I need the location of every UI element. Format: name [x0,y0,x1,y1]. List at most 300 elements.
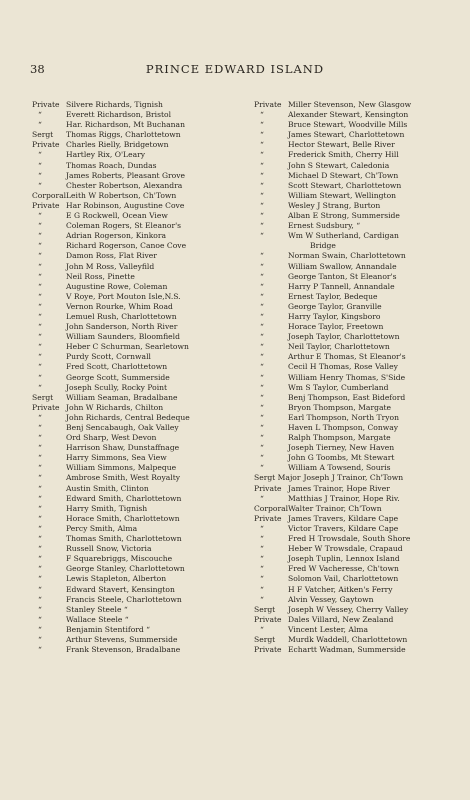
entry-rank: Private [32,100,60,109]
roster-entry [254,423,450,433]
roster-entry [254,615,450,625]
entry-name: John W Richards, Chilton [66,402,164,412]
entry-rank: “ [260,574,264,584]
entry-name: Damon Ross, Flat River [66,251,157,261]
entry-name: Horace Taylor, Freetown [288,322,384,332]
roster-entry [32,100,232,110]
entry-rank: “ [260,382,264,392]
entry-name: Joseph Tierney, New Haven [288,443,395,453]
entry-rank: “ [260,211,264,221]
entry-name: Solomon Vail, Charlottetown [288,574,399,584]
roster-entry [32,262,232,272]
entry-name: John Sanderson, North River [66,322,178,332]
roster-entry [254,463,450,473]
entry-rank: “ [260,322,264,332]
entry-name: William Stewart, Wellington [288,190,397,200]
entry-rank: Sergt [32,130,54,140]
entry-rank: “ [260,150,264,160]
entry-rank: Private [254,614,282,624]
entry-name: Lemuel Rush, Charlottetown [66,311,177,321]
entry-rank: “ [38,544,42,554]
roster-entry [32,635,232,645]
entry-rank: “ [38,170,42,180]
entry-name: Bryon Thompson, Margate [288,402,392,412]
entry-rank: Private [254,513,282,523]
entry-name: Fred Scott, Charlottetown [66,362,168,372]
entry-name: Percy Smith, Alma [66,523,138,533]
entry-name: Joseph J Trainor, Ch'Town [303,473,404,483]
roster-entry [254,100,450,110]
entry-name: Joseph Tuplin, Lennox Island [288,554,400,564]
roster-entry [254,150,450,160]
entry-rank: “ [260,261,264,271]
roster-entry [32,201,232,211]
roster-entry [32,585,232,595]
roster-entry [254,181,450,191]
entry-rank: “ [38,564,42,574]
roster-entry [32,332,232,342]
entry-rank: “ [38,241,42,251]
roster-entry [254,201,450,211]
entry-name: Benj Sencabaugh, Oak Valley [66,423,179,432]
entry-name: John S Stewart, Caledonia [288,160,390,170]
entry-rank: Sergt Major [254,473,301,483]
entry-rank: “ [38,584,42,594]
entry-rank: Sergt [32,392,54,402]
entry-rank: “ [38,493,42,503]
entry-name: Ralph Thompson, Margate [288,433,391,443]
roster-entry [254,221,450,231]
roster-entry [254,241,450,251]
roster-entry [32,443,232,453]
roster-entry [254,534,450,544]
entry-rank: “ [260,362,264,372]
roster-entry [254,393,450,403]
entry-name: William Swallow, Annandale [288,261,397,271]
roster-entry [254,554,450,564]
roster-entry [32,433,232,443]
page-header [0,62,470,78]
entry-name: E G Rockwell, Ocean View [66,211,168,221]
roster-entry [254,443,450,453]
entry-rank: “ [38,423,42,432]
roster-entry [254,433,450,443]
roster-entry [254,484,450,494]
roster-entry [254,110,450,120]
roster-entry [254,625,450,635]
entry-rank: “ [260,372,264,382]
entry-rank: “ [38,271,42,281]
entry-name: John Richards, Central Bedeque [66,412,190,422]
roster-entry [32,504,232,514]
entry-rank: “ [38,523,42,533]
entry-rank: “ [38,534,42,544]
roster-entry [32,231,232,241]
entry-name: Miller Stevenson, New Glasgow [288,100,412,109]
entry-name: Augustine Rowe, Coleman [66,281,168,291]
roster-entry [254,574,450,584]
roster-entry [32,322,232,332]
entry-name: Dales Villard, New Zealand [288,614,394,624]
roster-entry [32,211,232,221]
roster-entry [254,564,450,574]
entry-name: Alvin Vessey, Gaytown [288,594,374,604]
roster-entry [254,403,450,413]
entry-name: Arthur Stevens, Summerside [66,634,178,644]
roster-entry [254,514,450,524]
entry-name: Harry P Tannell, Annandale [288,281,395,291]
roster-entry [32,191,232,201]
entry-name: Horace Smith, Charlottetown [66,513,180,523]
entry-rank: “ [260,140,264,150]
entry-rank: “ [38,251,42,261]
entry-name: Ernest Sudsbury, “ [288,221,361,231]
entry-rank: “ [260,544,264,554]
entry-rank: “ [260,554,264,564]
entry-name: Wm W Sutherland, Cardigan [288,231,399,241]
entry-name: Har. Richardson, Mt Buchanan [66,120,185,130]
entry-rank: “ [38,281,42,291]
roster-entry [254,342,450,352]
entry-name: Edward Stavert, Kensington [66,584,175,594]
roster-entry [32,484,232,494]
roster-entry [32,110,232,120]
entry-name: Ernest Taylor, Bedeque [288,291,378,301]
roster-entry [254,272,450,282]
entry-name: James Roberts, Pleasant Grove [66,170,186,180]
entry-rank: “ [260,463,264,473]
roster-entry [32,393,232,403]
entry-name: Frederick Smith, Cherry Hill [288,150,399,160]
roster-entry [32,595,232,605]
entry-name: Walter Trainor, Ch'Town [288,503,382,513]
roster-entry [32,171,232,181]
entry-rank: “ [260,443,264,453]
entry-rank: “ [260,170,264,180]
entry-rank: “ [260,251,264,261]
entry-name: Silvere Richards, Tignish [66,100,163,109]
roster-entry [32,181,232,191]
entry-name: Joseph W Vessey, Cherry Valley [288,604,409,614]
entry-name: Har Robinson, Augustine Cove [66,200,185,210]
entry-name: Echartt Wadman, Summerside [288,645,406,655]
entry-rank: “ [260,120,264,130]
entry-name: George Tanton, St Eleanor's [288,271,397,281]
entry-rank: “ [38,352,42,362]
entry-name: Wm S Taylor, Cumberland [288,382,389,392]
entry-name: Thomas Roach, Dundas [66,160,157,170]
entry-name: Thomas Smith, Charlottetown [66,534,182,544]
entry-name: Purdy Scott, Cornwall [66,352,151,362]
entry-name: Victor Travers, Kildare Cape [288,523,399,533]
roster-entry [32,625,232,635]
entry-rank: “ [260,281,264,291]
entry-name: Everett Richardson, Bristol [66,110,172,120]
entry-name: Leith W Robertson, Ch'Town [66,190,177,200]
entry-rank: “ [38,554,42,564]
entry-name: Vernon Rourke, Whim Road [66,301,173,311]
entry-name: Frank Stevenson, Bradalbane [66,645,181,655]
roster-entry [254,504,450,514]
roster-entry [254,383,450,393]
entry-name: James Stewart, Charlottetown [288,130,405,140]
roster-entry [254,585,450,595]
entry-name: Bruce Stewart, Woodville Mills [288,120,408,130]
entry-name: Joseph Scully, Rocky Point [66,382,168,392]
roster-entry [32,383,232,393]
entry-name: Stanley Steele “ [66,604,128,614]
entry-rank: “ [260,301,264,311]
roster-entry [254,120,450,130]
entry-name: Cecil H Thomas, Rose Valley [288,362,398,372]
roster-entry [32,494,232,504]
entry-rank: “ [260,332,264,342]
roster-entry [32,534,232,544]
entry-name: James Trainor, Hope River [288,483,390,493]
entry-rank: “ [38,645,42,655]
roster-entry [254,130,450,140]
roster-entry [32,453,232,463]
entry-rank: Sergt [254,634,276,644]
roster-entry [254,251,450,261]
entry-rank: “ [38,443,42,453]
entry-name: Harry Simmons, Sea View [66,453,167,463]
entry-name: Heber C Schurman, Searletown [66,342,189,352]
entry-rank: “ [260,423,264,432]
roster-entry [32,463,232,473]
entry-rank: “ [260,291,264,301]
roster-entry [32,544,232,554]
entry-name: Thomas Riggs, Charlottetown [66,130,181,140]
entry-name: Arthur E Thomas, St Eleanor's [288,352,406,362]
entry-rank: “ [38,342,42,352]
roster-entry [254,352,450,362]
page-number: 38 [30,62,45,76]
roster-entry [32,161,232,171]
entry-rank: “ [260,564,264,574]
roster-entry [254,312,450,322]
entry-rank: “ [38,110,42,120]
roster-entry [32,140,232,150]
entry-rank: “ [38,382,42,392]
entry-rank: “ [38,362,42,372]
entry-name: Vincent Lester, Alma [288,624,369,634]
entry-name: Scott Stewart, Charlottetown [288,180,402,190]
entry-name: Benjamin Stentiford “ [66,624,151,634]
entry-rank: “ [38,594,42,604]
roster-entry [32,564,232,574]
entry-name: H F Vatcher, Aitken's Ferry [288,584,393,594]
roster-entry [254,161,450,171]
entry-name: Alban E Strong, Summerside [288,211,400,221]
entry-rank: “ [260,271,264,281]
roster-entry [254,595,450,605]
roster-entry [254,211,450,221]
roster-entry [254,191,450,201]
entry-rank: “ [38,322,42,332]
entry-rank: “ [260,523,264,533]
entry-name: Ord Sharp, West Devon [66,433,157,443]
entry-rank: “ [260,180,264,190]
roster-entry [254,524,450,534]
entry-name: Harrison Shaw, Dunstaffnage [66,443,180,453]
entry-rank: “ [260,584,264,594]
entry-rank: Private [32,200,60,210]
entry-rank: “ [260,231,264,241]
entry-name: William Seaman, Bradalbane [66,392,178,402]
entry-rank: “ [38,453,42,463]
roster-entry [254,322,450,332]
entry-rank: “ [38,473,42,483]
roster-entry [254,373,450,383]
roster-entry [32,342,232,352]
entry-rank: “ [260,130,264,140]
roster-entry [32,292,232,302]
entry-name: William Saunders, Bloomfield [66,332,180,342]
roster-entry [32,574,232,584]
entry-rank: “ [38,433,42,443]
roster-entry [254,645,450,655]
entry-rank: “ [38,372,42,382]
entry-name: Benj Thompson, East Bideford [288,392,406,402]
roster-entry [254,413,450,423]
entry-rank: “ [260,221,264,231]
roster-entry [254,262,450,272]
roster-entry [32,241,232,251]
roster-entry [32,524,232,534]
roster-entry [32,282,232,292]
entry-name: George Scott, Summerside [66,372,170,382]
entry-name: Haven L Thompson, Conway [288,423,399,432]
entry-name: Francis Steele, Charlottetown [66,594,182,604]
entry-rank: “ [38,412,42,422]
entry-name: Coleman Rogers, St Eleanor's [66,221,182,231]
roster-entry [254,302,450,312]
entry-name: William Simmons, Malpeque [66,463,177,473]
roster-entry [32,302,232,312]
roster-entry [254,605,450,615]
entry-rank: “ [38,483,42,493]
page-title: PRINCE EDWARD ISLAND [145,62,325,76]
entry-name: F Squarebriggs, Miscouche [66,554,173,564]
entry-name: John G Toombs, Mt Stewart [288,453,395,463]
entry-rank: “ [38,291,42,301]
entry-rank: Sergt [254,604,276,614]
entry-rank: “ [260,594,264,604]
entry-rank: Private [32,402,60,412]
roster-entry [32,362,232,372]
entry-name: John M Ross, Valleyfild [66,261,155,271]
entry-rank: Private [254,100,282,109]
roster-entry [32,352,232,362]
entry-name: Fred H Trowsdale, South Shore [288,534,411,544]
entry-rank: “ [260,624,264,634]
roster-column-left [32,100,232,655]
roster-entry [254,453,450,463]
entry-name: Edward Smith, Charlottetown [66,493,182,503]
entry-rank: “ [38,311,42,321]
entry-rank: “ [38,634,42,644]
entry-rank: “ [260,453,264,463]
roster-entry [32,373,232,383]
roster-entry [32,221,232,231]
entry-rank: Corporal [32,190,67,200]
roster-entry [254,231,450,241]
entry-rank: “ [38,604,42,614]
entry-rank: “ [260,392,264,402]
entry-rank: “ [260,342,264,352]
entry-rank: Private [254,645,282,655]
entry-rank: “ [38,614,42,624]
entry-rank: “ [260,160,264,170]
entry-name: Norman Swain, Charlottetown [288,251,406,261]
roster-entry [254,473,450,483]
roster-entry [254,171,450,181]
entry-rank: Private [254,483,282,493]
entry-name: Adrian Rogerson, Kinkora [66,231,167,241]
entry-rank: “ [38,150,42,160]
roster-entry [32,645,232,655]
entry-name: Russell Snow, Victoria [66,544,152,554]
entry-name: Richard Rogerson, Canoe Cove [66,241,187,251]
entry-name: Harry Smith, Tignish [66,503,148,513]
roster-entry [32,120,232,130]
roster-entry [32,605,232,615]
entry-name: Neil Taylor, Charlottetown [288,342,390,352]
entry-rank: “ [38,211,42,221]
entry-name: Harry Taylor, Kingsboro [288,311,381,321]
roster-entry [254,332,450,342]
entry-rank: “ [38,574,42,584]
entry-name: Hector Stewart, Belle River [288,140,395,150]
entry-name: Bridge [310,241,336,251]
entry-name: George Taylor, Granville [288,301,382,311]
entry-name: Wallace Steele “ [66,614,129,624]
entry-name: V Roye, Port Mouton Isle,N.S. [66,291,181,301]
entry-rank: “ [38,503,42,513]
entry-rank: Corporal [254,503,289,513]
entry-name: Alexander Stewart, Kensington [288,110,409,120]
entry-name: Chester Robertson, Alexandra [66,180,183,190]
entry-rank: “ [38,332,42,342]
entry-rank: “ [260,110,264,120]
entry-rank: “ [260,493,264,503]
entry-name: Fred W Vacheresse, Ch'town [288,564,399,574]
roster-entry [32,554,232,564]
entry-name: Murdk Waddell, Charlottetown [288,634,408,644]
roster-entry [32,403,232,413]
entry-name: Ambrose Smith, West Royalty [66,473,181,483]
entry-rank: “ [38,120,42,130]
roster-column-right [254,100,450,655]
roster-entry [32,150,232,160]
roster-entry [32,514,232,524]
entry-name: Matthias J Trainor, Hope Riv. [288,493,400,503]
entry-rank: “ [260,200,264,210]
roster-entry [254,635,450,645]
entry-name: George Stanley, Charlottetown [66,564,185,574]
entry-name: William Henry Thomas, S'Side [288,372,406,382]
roster-entry [254,544,450,554]
entry-name: Joseph Taylor, Charlottetown [288,332,400,342]
entry-name: James Travers, Kildare Cape [288,513,399,523]
entry-rank: “ [38,463,42,473]
roster-entry [32,272,232,282]
entry-name: Austin Smith, Clinton [66,483,149,493]
entry-rank: “ [260,402,264,412]
entry-rank: “ [260,311,264,321]
roster-entry [254,282,450,292]
